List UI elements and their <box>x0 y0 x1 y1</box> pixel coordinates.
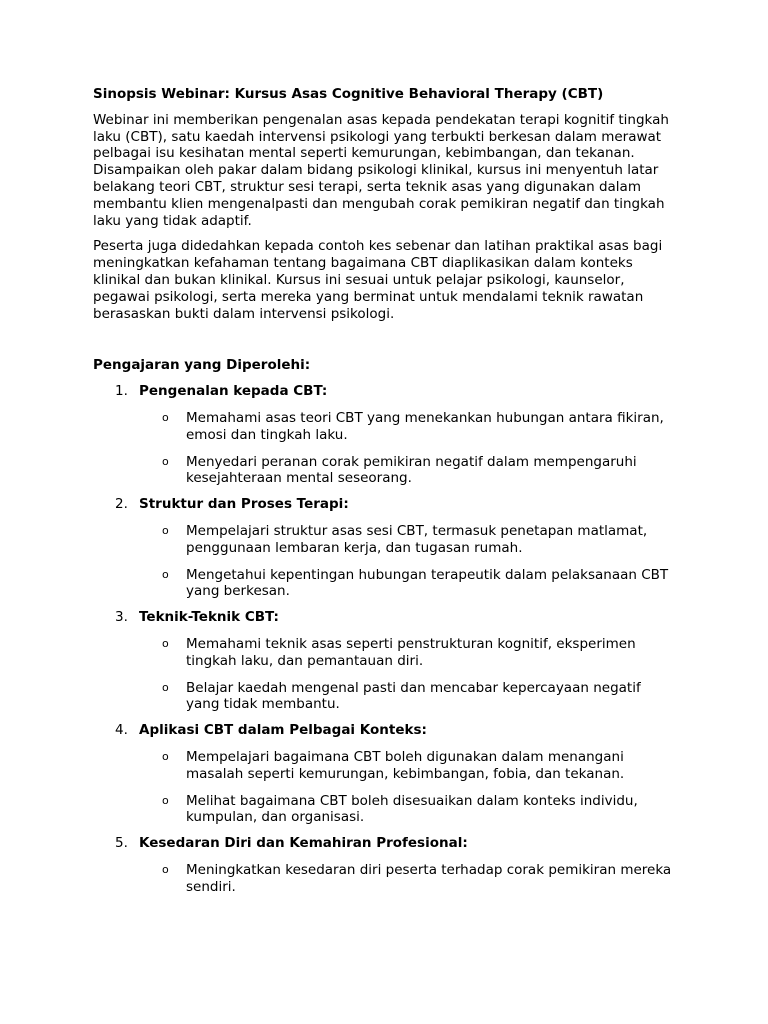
lesson-point <box>139 680 676 714</box>
lesson-point-text: Memahami teknik asas seperti penstrukturan kognitif, eksperimen tingkah laku, dan pemantauan diri. <box>186 635 636 669</box>
lesson-title: Aplikasi CBT dalam Pelbagai Konteks: <box>139 722 427 739</box>
lesson-number: 3. <box>115 609 128 626</box>
circle-bullet-icon: o <box>162 523 169 537</box>
lesson-point-text: Mempelajari bagaimana CBT boleh digunakan dalam menangani masalah seperti kemurungan, kebimbangan, fobia, dan tekanan. <box>186 748 625 782</box>
lesson-points <box>139 749 676 826</box>
intro-paragraph: Webinar ini memberikan pengenalan asas kepada pendekatan terapi kognitif tingkah laku (CBT), satu kaedah intervensi psikologi yang terbukti berkesan dalam merawat pelbagai isu kesihatan mental seperti kemurungan, kebimbangan, dan tekanan. Disampaikan oleh pakar dalam bidang psikologi klinikal, kursus ini menyentuh latar belakang teori CBT, struktur sesi terapi, serta teknik asas yang digunakan dalam membantu klien mengenalpasti dan mengubah corak pemikiran negatif dan tingkah laku yang tidak adaptif. <box>93 111 669 229</box>
circle-bullet-icon: o <box>162 862 169 876</box>
lesson-point <box>139 862 676 896</box>
lesson-point-text: Mengetahui kepentingan hubungan terapeutik dalam pelaksanaan CBT yang berkesan. <box>186 566 669 600</box>
lesson-point-text: Memahami asas teori CBT yang menekankan hubungan antara fikiran, emosi dan tingkah laku. <box>186 409 664 443</box>
lesson-point <box>139 410 676 444</box>
lesson-points <box>139 523 676 600</box>
lesson-number: 1. <box>115 383 128 400</box>
lesson-point-text: Mempelajari struktur asas sesi CBT, termasuk penetapan matlamat, penggunaan lembaran kerja, dan tugasan rumah. <box>186 522 648 556</box>
lesson-title: Struktur dan Proses Terapi: <box>139 496 349 513</box>
circle-bullet-icon: o <box>162 567 169 581</box>
circle-bullet-icon: o <box>162 680 169 694</box>
lesson-point-text: Menyedari peranan corak pemikiran negatif dalam mempengaruhi kesejahteraan mental seseorang. <box>186 453 637 487</box>
lesson-point <box>139 454 676 488</box>
lesson-point <box>139 636 676 670</box>
lesson-item <box>93 496 676 600</box>
lesson-points <box>139 410 676 487</box>
lesson-title: Pengenalan kepada CBT: <box>139 383 328 400</box>
lesson-points <box>139 862 676 896</box>
lesson-item <box>93 722 676 826</box>
lesson-item <box>93 609 676 713</box>
lesson-point <box>139 567 676 601</box>
lesson-point-text: Melihat bagaimana CBT boleh disesuaikan dalam konteks individu, kumpulan, dan organisasi. <box>186 792 638 826</box>
lesson-number: 5. <box>115 835 128 852</box>
audience-paragraph: Peserta juga didedahkan kepada contoh kes sebenar dan latihan praktikal asas bagi meningkatkan kefahaman tentang bagaimana CBT diaplikasikan dalam konteks klinikal dan bukan klinikal. Kursus ini sesuai untuk pelajar psikologi, kaunselor, pegawai psikologi, serta mereka yang berminat untuk mendalami teknik rawatan berasaskan bukti dalam intervensi psikologi. <box>93 238 663 322</box>
lesson-point <box>139 523 676 557</box>
circle-bullet-icon: o <box>162 749 169 763</box>
lesson-points <box>139 636 676 713</box>
lessons-list <box>93 383 676 895</box>
lesson-point <box>139 793 676 827</box>
lesson-item <box>93 835 676 895</box>
circle-bullet-icon: o <box>162 636 169 650</box>
lesson-title: Teknik-Teknik CBT: <box>139 609 279 626</box>
lesson-point-text: Belajar kaedah mengenal pasti dan mencabar kepercayaan negatif yang tidak membantu. <box>186 679 641 713</box>
document-title: Sinopsis Webinar: Kursus Asas Cognitive Behavioral Therapy (CBT) <box>93 86 604 102</box>
lesson-item <box>93 383 676 487</box>
lesson-number: 4. <box>115 722 128 739</box>
lesson-point <box>139 749 676 783</box>
section-heading: Pengajaran yang Diperolehi: <box>93 357 311 374</box>
lesson-number: 2. <box>115 496 128 513</box>
circle-bullet-icon: o <box>162 454 169 468</box>
circle-bullet-icon: o <box>162 410 169 424</box>
lesson-title: Kesedaran Diri dan Kemahiran Profesional: <box>139 835 468 852</box>
lesson-point-text: Meningkatkan kesedaran diri peserta terhadap corak pemikiran mereka sendiri. <box>186 861 672 895</box>
circle-bullet-icon: o <box>162 793 169 807</box>
